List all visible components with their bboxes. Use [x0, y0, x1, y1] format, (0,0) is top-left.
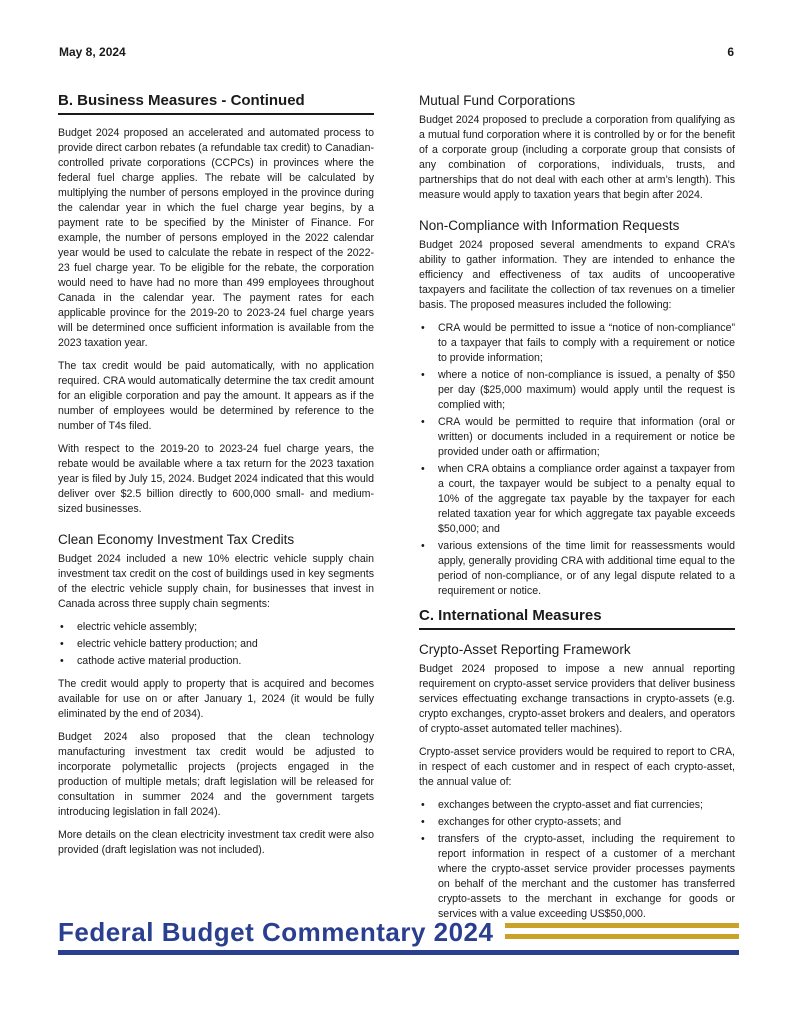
paragraph: The credit would apply to property that is acquired and becomes available for use on or after January 1, 2024 (it would be fully eliminated by the end of 2034). — [58, 678, 374, 720]
paragraph: More details on the clean electricity investment tax credit were also provided (draft legislation was not included). — [58, 829, 374, 856]
section-title-business: B. Business Measures - Continued — [58, 92, 374, 115]
footer-stripe-gold — [505, 934, 739, 939]
bullet-icon: • — [421, 416, 425, 428]
footer-title: Federal Budget Commentary 2024 — [58, 917, 494, 947]
list-item-text: exchanges between the crypto-asset and fiat currencies; — [438, 799, 703, 811]
bullet-list — [419, 321, 735, 599]
list-item — [419, 462, 735, 537]
list-item-text: CRA would be permitted to issue a “notice of non-compliance” to a taxpayer that fails to comply with a requirement or notice to provide information; — [438, 322, 735, 364]
list-item-text: CRA would be permitted to require that information (oral or written) or documents included in a requirement or notice be provided under oath or affirmation; — [438, 416, 735, 458]
list-item-text: electric vehicle battery production; and — [77, 638, 258, 650]
list-item — [58, 637, 374, 652]
paragraph: Budget 2024 proposed several amendments to expand CRA’s ability to gather information. They are intended to enhance the efficiency and effectiveness of tax audits of uncooperative taxpayers and facilitate the collection of tax revenues on a timelier basis. The proposed measures included the following: — [419, 239, 735, 311]
header-date: May 8, 2024 — [59, 45, 126, 59]
list-item-text: electric vehicle assembly; — [77, 621, 198, 633]
paragraph: With respect to the 2019-20 to 2023-24 fuel charge years, the rebate would be available where a tax return for the 2023 taxation year is filed by July 15, 2024. Budget 2024 indicated that this would deliver over $2.5 billion directly to 600,000 small- and medium-sized businesses. — [58, 443, 374, 515]
paragraph: Budget 2024 proposed an accelerated and automated process to provide direct carbon rebates (a refundable tax credit) to Canadian-controlled private corporations (CCPCs) in provinces where the federal fuel charge applies. The rebate will be calculated by multiplying the number of persons employed in the province during the calendar year in which the fuel charge year begins, by a payment rate to be specified by the Minister of Finance. For example, the number of persons employed in the 2022 calendar year would be used to calculate the rebate in respect of the 2022-23 fuel charge year. To be eligible for the rebate, the corporation would need to have had no more than 499 employees throughout Canada in the calendar year. The payment rates for each applicable province for the 2019-20 to 2023-24 fuel charge years will be determined once sufficient information is available from the 2023 taxation year. — [58, 127, 374, 349]
bullet-list — [58, 620, 374, 669]
bullet-icon: • — [421, 463, 425, 475]
bullet-icon: • — [60, 638, 64, 650]
bullet-icon: • — [421, 833, 425, 845]
list-item — [58, 654, 374, 669]
bullet-icon: • — [421, 540, 425, 552]
list-item — [58, 620, 374, 635]
bullet-icon: • — [421, 816, 425, 828]
bullet-icon: • — [60, 655, 64, 667]
subheading-crypto: Crypto-Asset Reporting Framework — [419, 642, 631, 657]
list-item-text: cathode active material production. — [77, 655, 242, 667]
section-title-international: C. International Measures — [419, 607, 735, 630]
list-item — [419, 798, 735, 813]
left-column — [58, 92, 374, 866]
bullet-icon: • — [421, 369, 425, 381]
paragraph: Budget 2024 proposed to impose a new annual reporting requirement on crypto-asset service providers that deliver business services effectuating exchange transactions in crypto-assets (e.g. crypto exchanges, crypto-asset brokers and dealers, and operators of crypto-asset automated teller machines). — [419, 663, 735, 735]
paragraph: Budget 2024 also proposed that the clean technology manufacturing investment tax credit would be adjusted to incorporate polymetallic projects (projects engaged in the production of multiple metals; draft legislation will be released for consultation in summer 2024 and the government targets introducing legislation in fall 2024). — [58, 731, 374, 818]
bullet-icon: • — [60, 621, 64, 633]
list-item-text: transfers of the crypto-asset, including the requirement to report information in respect of a customer of a merchant where the crypto-asset service provider processes payments on behalf of the merchant and the customer has transferred crypto-assets to the merchant in exchange for goods or services with a value exceeding US$50,000. — [438, 833, 735, 920]
list-item — [419, 368, 735, 413]
paragraph: Budget 2024 proposed to preclude a corporation from qualifying as a mutual fund corporation where it is controlled by or for the benefit of a corporate group (including a corporate group that consists of any combination of corporations, individuals, trusts, and partnerships that do not deal with each other at arm’s length). This measure would apply to taxation years that begin after 2024. — [419, 114, 735, 201]
list-item-text: when CRA obtains a compliance order against a taxpayer from a court, the taxpayer would be subject to a penalty equal to 10% of the aggregate tax payable by the taxpayer for each related taxation year for which aggregate tax payable exceeds $50,000; and — [438, 463, 735, 535]
bullet-list — [419, 798, 735, 922]
list-item-text: various extensions of the time limit for reassessments would apply, generally providing CRA with additional time equal to the period of non-compliance, or of any legal dispute related to a requirement or notice. — [438, 540, 735, 597]
subheading-non-compliance: Non-Compliance with Information Requests — [419, 218, 680, 233]
subheading-clean-economy: Clean Economy Investment Tax Credits — [58, 532, 295, 547]
paragraph: Crypto-asset service providers would be required to report to CRA, in respect of each customer and in respect of each crypto-asset, the annual value of: — [419, 746, 735, 788]
subheading-mutual-fund: Mutual Fund Corporations — [419, 93, 576, 108]
footer-stripe-gold — [505, 923, 739, 928]
paragraph: The tax credit would be paid automatically, with no application required. CRA would automatically determine the tax credit amount for an eligible corporation and pay the amount. It appears as if the number of employees would be determined by reference to the number of T4s filed. — [58, 360, 374, 432]
list-item-text: exchanges for other crypto-assets; and — [438, 816, 622, 828]
bullet-icon: • — [421, 799, 425, 811]
footer-stripe-blue — [58, 950, 739, 955]
list-item — [419, 539, 735, 599]
right-column — [419, 92, 735, 930]
list-item-text: where a notice of non-compliance is issued, a penalty of $50 per day ($25,000 maximum) would apply until the request is complied with; — [438, 369, 735, 411]
list-item — [419, 415, 735, 460]
page-number: 6 — [727, 45, 734, 59]
list-item — [419, 832, 735, 922]
paragraph: Budget 2024 included a new 10% electric vehicle supply chain investment tax credit on the cost of buildings used in key segments of the electric vehicle supply chain, for businesses that invest in Canada across three supply chain segments: — [58, 553, 374, 610]
bullet-icon: • — [421, 322, 425, 334]
list-item — [419, 815, 735, 830]
list-item — [419, 321, 735, 366]
